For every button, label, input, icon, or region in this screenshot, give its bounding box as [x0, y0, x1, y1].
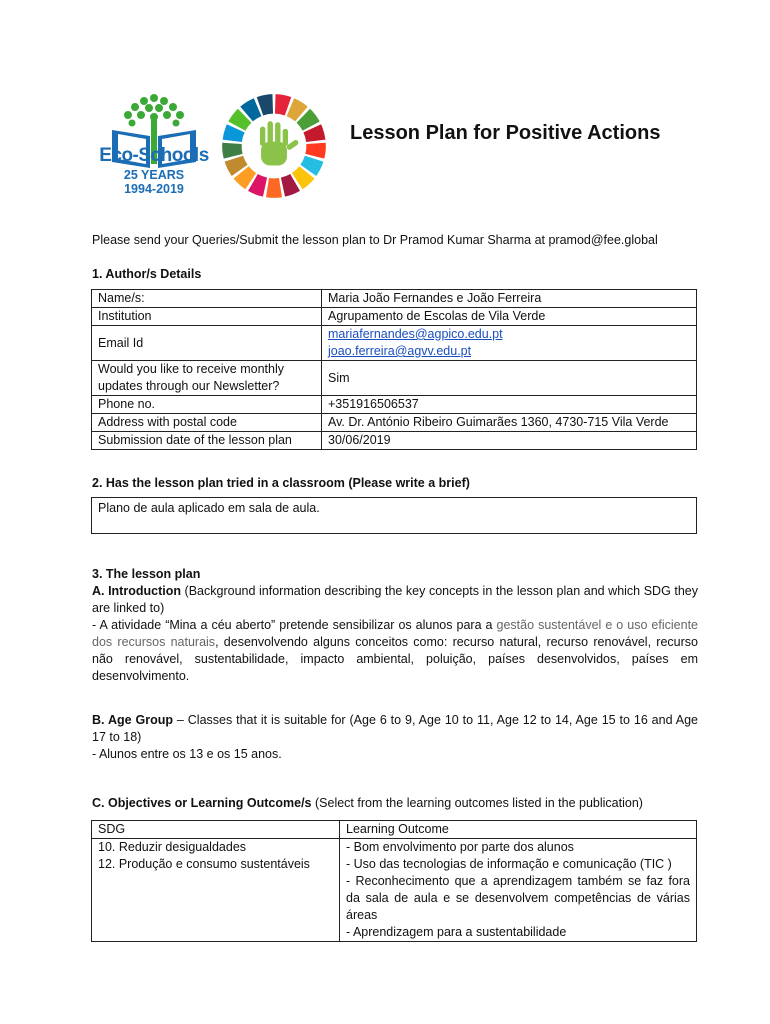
- introduction-label: A. Introduction: [92, 584, 181, 598]
- email-link-1[interactable]: mariafernandes@agpico.edu.pt: [328, 327, 503, 341]
- table-row: [92, 308, 697, 326]
- label-cell: Name/s:: [92, 290, 322, 308]
- outcome-item: - Uso das tecnologias de informação e comunicação (TIC ): [346, 857, 672, 871]
- outcome-cell: [340, 839, 697, 942]
- sdg-item: 12. Produção e consumo sustentáveis: [98, 857, 310, 871]
- label-cell: Address with postal code: [92, 414, 322, 432]
- value-cell: +351916506537: [322, 396, 697, 414]
- newsletter-label-1: Would you like to receive monthly: [98, 362, 284, 376]
- email-link-2[interactable]: joao.ferreira@agvv.edu.pt: [328, 344, 472, 358]
- introduction-text-c: , desenvolvendo alguns conceitos como: recurso natural, recurso renovável, recurso não renovável, sustentabilidade, impacto ambiental, poluição, países desenvolvidos, países em desenvolvimento.: [92, 635, 698, 683]
- table-row: [92, 414, 697, 432]
- submission-instruction: Please send your Queries/Submit the lesson plan to Dr Pramod Kumar Sharma at pramod@fee.global: [92, 233, 658, 247]
- value-cell: 30/06/2019: [322, 432, 697, 450]
- sdg-item: 10. Reduzir desigualdades: [98, 840, 247, 854]
- eco-schools-years: [96, 168, 212, 196]
- introduction-text-a: - A atividade “Mina a céu aberto” pretende sensibilizar os alunos para a: [92, 618, 497, 632]
- label-cell: Institution: [92, 308, 322, 326]
- table-row: [92, 432, 697, 450]
- sdg-wheel-logo: [220, 92, 328, 200]
- author-details-table: [91, 289, 697, 450]
- introduction-text-highlight: gestão sustentável e o uso eficiente dos recursos naturais: [92, 618, 698, 649]
- objectives-label: C. Objectives or Learning Outcome/s: [92, 796, 312, 810]
- eco-schools-name: Eco-Schools: [99, 145, 209, 166]
- section1-heading: [92, 266, 201, 283]
- objectives-heading: [92, 795, 643, 812]
- value-cell: Sim: [322, 361, 697, 396]
- value-cell: Agrupamento de Escolas de Vila Verde: [322, 308, 697, 326]
- table-row: [92, 396, 697, 414]
- newsletter-label-2: updates through our Newsletter?: [98, 379, 280, 393]
- classroom-brief-text: Plano de aula aplicado em sala de aula.: [98, 501, 320, 515]
- section1-heading-text: 1. Author/s Details: [92, 267, 202, 281]
- table-row: [92, 839, 697, 942]
- eco-years-label: 25 YEARS: [123, 168, 185, 182]
- classroom-brief-box: [91, 497, 697, 534]
- objectives-description: (Select from the learning outcomes listed in the publication): [311, 796, 643, 810]
- table-row: [92, 821, 697, 839]
- sdg-wheel-segment: [222, 143, 242, 159]
- outcome-item: - Bom envolvimento por parte dos alunos: [346, 840, 574, 854]
- age-group-label: B. Age Group: [92, 713, 173, 727]
- value-cell: Maria João Fernandes e João Ferreira: [322, 290, 697, 308]
- introduction-description: (Background information describing the key concepts in the lesson plan and which SDG they are linked to): [92, 584, 698, 615]
- sdg-wheel-segment: [305, 143, 325, 159]
- table-row: [92, 361, 697, 396]
- section2-heading-text: 2. Has the lesson plan tried in a classroom (Please write a brief): [92, 476, 470, 490]
- section3-heading-text: 3. The lesson plan: [92, 567, 201, 581]
- page-title: Lesson Plan for Positive Actions: [350, 122, 661, 144]
- label-cell: Email Id: [92, 326, 322, 361]
- age-group-block: [92, 712, 698, 763]
- outcome-item: - Reconhecimento que a aprendizagem também se faz fora da sala de aula e se desenvolvem competências de várias áreas: [346, 874, 690, 922]
- sdg-header: SDG: [92, 821, 340, 839]
- label-cell: [92, 361, 322, 396]
- age-group-description: – Classes that it is suitable for (Age 6 to 9, Age 10 to 11, Age 12 to 14, Age 15 to 16 and Age 17 to 18): [92, 713, 699, 744]
- section3-heading: [92, 566, 200, 583]
- label-cell: Submission date of the lesson plan: [92, 432, 322, 450]
- sdg-wheel-segment: [266, 178, 282, 198]
- section2-heading: [92, 475, 470, 492]
- outcome-item: - Aprendizagem para a sustentabilidade: [346, 925, 567, 939]
- table-row: [92, 326, 697, 361]
- label-cell: Phone no.: [92, 396, 322, 414]
- value-cell: [322, 326, 697, 361]
- table-row: [92, 290, 697, 308]
- introduction-block: [92, 583, 698, 685]
- sdg-cell: [92, 839, 340, 942]
- objectives-table: [91, 820, 697, 942]
- age-group-text: - Alunos entre os 13 e os 15 anos.: [92, 747, 282, 761]
- eco-years-span: 1994-2019: [124, 182, 184, 196]
- value-cell: Av. Dr. António Ribeiro Guimarães 1360, 4730-715 Vila Verde: [322, 414, 697, 432]
- learning-outcome-header: Learning Outcome: [340, 821, 697, 839]
